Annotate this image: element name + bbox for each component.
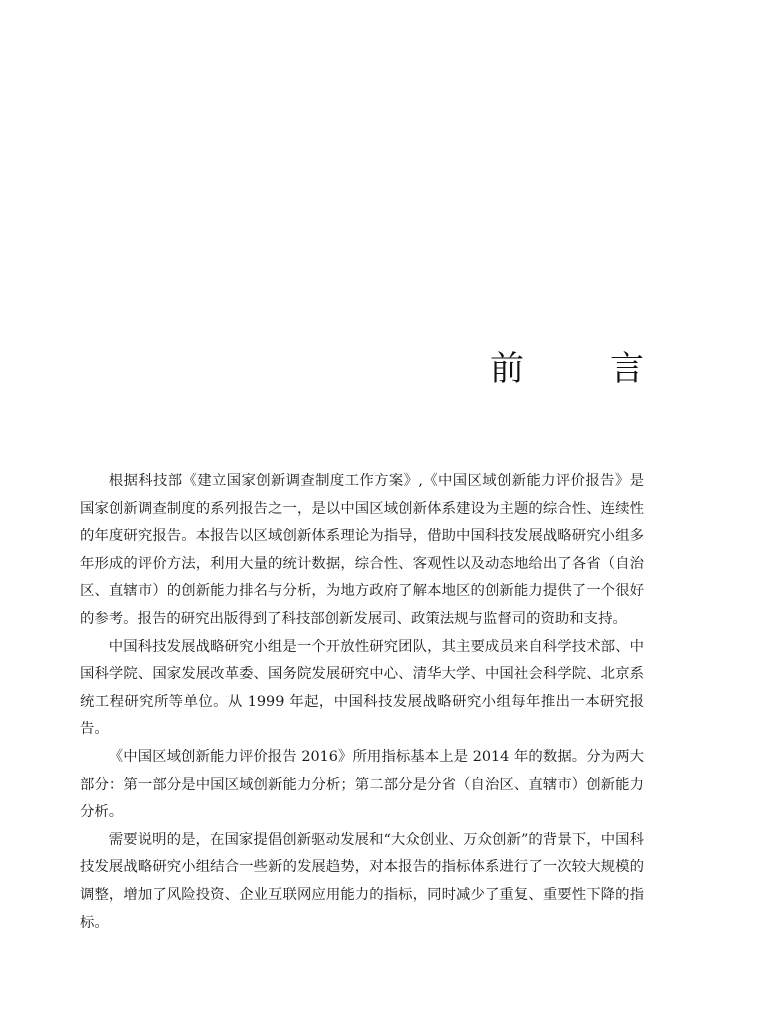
paragraph-4: 需要说明的是，在国家提倡创新驱动发展和“大众创业、万众创新”的背景下，中国科技发展战略研究小组结合一些新的发展趋势，对本报告的指标体系进行了一次较大规模的调整，增加了风险投资、企业互联网应用能力的指标，同时减少了重复、重要性下降的指标。	[80, 831, 644, 931]
paragraph-1: 根据科技部《建立国家创新调查制度工作方案》,《中国区域创新能力评价报告》是国家创新调查制度的系列报告之一，是以中国区域创新体系建设为主题的综合性、连续性的年度研究报告。本报告以区域创新体系理论为指导，借助中国科技发展战略研究小组多年形成的评价方法，利用大量的统计数据，综合性、客观性以及动态地给出了各省（自治区、直辖市）的创新能力排名与分析，为地方政府了解本地区的创新能力提供了一个很好的参考。报告的研究出版得到了科技部创新发展司、政策法规与监督司的资助和支持。	[80, 473, 644, 627]
paragraph-3: 《中国区域创新能力评价报告 2016》所用指标基本上是 2014 年的数据。分为两大部分：第一部分是中国区域创新能力分析；第二部分是分省（自治区、直辖市）创新能力分析。	[80, 748, 644, 821]
page-title: 前 言	[490, 348, 670, 389]
paragraph-2: 中国科技发展战略研究小组是一个开放性研究团队，其主要成员来自科学技术部、中国科学院、国家发展改革委、国务院发展研究中心、清华大学、中国社会科学院、北京系统工程研究所等单位。从 1999 年起，中国科技发展战略研究小组每年推出一本研究报告。	[80, 638, 644, 738]
preface-body	[80, 468, 644, 937]
